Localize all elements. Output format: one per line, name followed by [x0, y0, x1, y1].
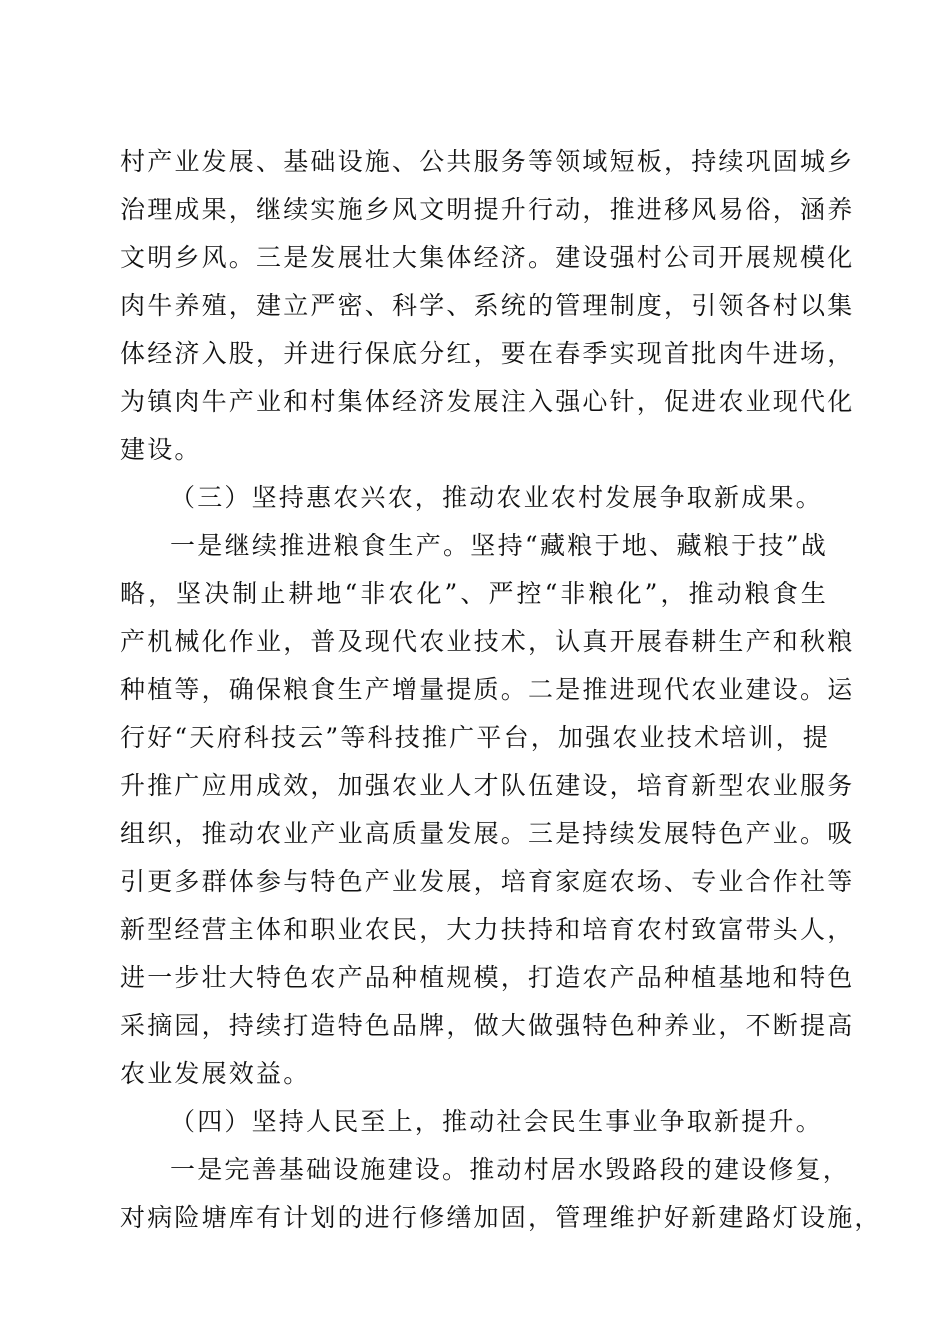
text-line: 为镇肉牛产业和村集体经济发展注入强心针，促进农业现代化 [120, 387, 855, 416]
text-line: 种植等，确保粮食生产增量提质。二是推进现代农业建设。运 [120, 675, 855, 704]
text-line: 对病险塘库有计划的进行修缮加固，管理维护好新建路灯设施， [120, 1203, 882, 1232]
text-line: 一是完善基础设施建设。推动村居水毁路段的建设修复， [170, 1155, 851, 1184]
text-line: 升推广应用成效，加强农业人才队伍建设，培育新型农业服务 [120, 771, 855, 800]
text-line: 引更多群体参与特色产业发展，培育家庭农场、专业合作社等 [120, 867, 855, 896]
text-line: 文明乡风。三是发展壮大集体经济。建设强村公司开展规模化 [120, 243, 855, 272]
text-line: 新型经营主体和职业农民，大力扶持和培育农村致富带头人， [120, 915, 855, 944]
text-line: 略，坚决制止耕地“非农化”、严控“非粮化”，推动粮食生 [120, 579, 828, 608]
text-line: 村产业发展、基础设施、公共服务等领域短板，持续巩固城乡 [120, 147, 855, 176]
text-line: 建设。 [120, 435, 202, 464]
text-line: 产机械化作业，普及现代农业技术，认真开展春耕生产和秋粮 [120, 627, 855, 656]
section-heading: （四）坚持人民至上，推动社会民生事业争取新提升。 [170, 1107, 823, 1136]
text-line: 一是继续推进粮食生产。坚持“藏粮于地、藏粮于技”战 [170, 531, 828, 560]
text-line: 行好“天府科技云”等科技推广平台，加强农业技术培训，提 [120, 723, 830, 752]
text-line: 肉牛养殖，建立严密、科学、系统的管理制度，引领各村以集 [120, 291, 855, 320]
text-line: 治理成果，继续实施乡风文明提升行动，推进移风易俗，涵养 [120, 195, 855, 224]
section-heading: （三）坚持惠农兴农，推动农业农村发展争取新成果。 [170, 483, 823, 512]
text-line: 进一步壮大特色农产品种植规模，打造农产品种植基地和特色 [120, 963, 855, 992]
text-line: 体经济入股，并进行保底分红，要在春季实现首批肉牛进场， [120, 339, 855, 368]
text-line: 农业发展效益。 [120, 1059, 311, 1088]
text-line: 采摘园，持续打造特色品牌，做大做强特色种养业，不断提高 [120, 1011, 855, 1040]
text-line: 组织，推动农业产业高质量发展。三是持续发展特色产业。吸 [120, 819, 855, 848]
